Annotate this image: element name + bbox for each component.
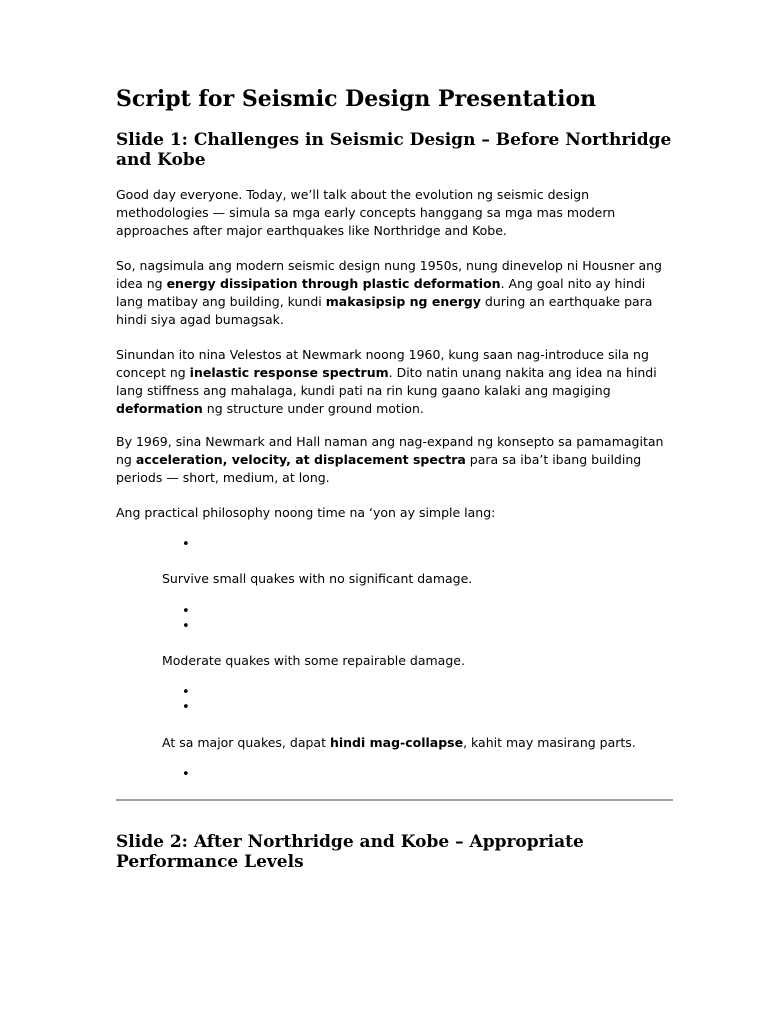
bullet-marker <box>182 540 192 550</box>
document-title: Script for Seismic Design Presentation <box>116 86 597 112</box>
newmark-emphasis: acceleration, velocity, at displacement spectra <box>135 452 466 467</box>
housner-text-3: during an earthquake para hindi siya agad bumagsak. <box>116 294 653 327</box>
list-item-small-quakes: Survive small quakes with no significant damage. <box>162 571 473 586</box>
velestos-text-1: Sinundan ito nina Velestos at Newmark noong 1960, kung saan nag-introduce sila ng concept ng <box>116 347 649 380</box>
bullet-marker <box>182 622 192 632</box>
housner-text-1: So, nagsimula ang modern seismic design nung 1950s, nung dinevelop ni Housner ang idea ng <box>116 258 662 291</box>
major-text-2: , kahit may masirang parts. <box>463 735 636 750</box>
velestos-emphasis-2: deformation <box>116 401 203 416</box>
newmark-text-2: para sa iba’t ibang building periods — short, medium, at long. <box>116 452 642 485</box>
velestos-paragraph <box>116 346 676 418</box>
velestos-text-2: . Dito natin unang nakita ang idea na hindi lang stiffness ang mahalaga, kundi pati na rin kung gaano kalaki ang magiging <box>116 365 657 398</box>
intro-paragraph: Good day everyone. Today, we’ll talk about the evolution ng seismic design methodologies — simula sa mga early concepts hanggang sa mga mas modern approaches after major earthquakes like Northridge and Kobe. <box>116 187 616 238</box>
bullet-marker <box>182 703 192 713</box>
slide-1-heading: Slide 1: Challenges in Seismic Design – Before Northridge and Kobe <box>116 130 672 170</box>
velestos-emphasis-1: inelastic response spectrum <box>189 365 389 380</box>
list-item-moderate-quakes: Moderate quakes with some repairable damage. <box>162 653 465 668</box>
bullet-marker <box>182 770 192 780</box>
newmark-paragraph <box>116 433 676 487</box>
philosophy-paragraph: Ang practical philosophy noong time na ‘yon ay simple lang: <box>116 505 496 520</box>
housner-paragraph <box>116 257 676 329</box>
housner-emphasis-2: makasipsip ng energy <box>325 294 481 309</box>
bullet-marker <box>182 688 192 698</box>
horizontal-divider <box>116 799 673 801</box>
major-emphasis: hindi mag-collapse <box>329 735 464 750</box>
housner-text-2: . Ang goal nito ay hindi lang matibay ang building, kundi <box>116 276 646 309</box>
bullet-marker <box>182 607 192 617</box>
list-item-major-quakes <box>162 734 682 752</box>
newmark-text-1: By 1969, sina Newmark and Hall naman ang nag-expand ng konsepto sa pamamagitan ng <box>116 434 664 467</box>
slide-2-heading: Slide 2: After Northridge and Kobe – Appropriate Performance Levels <box>116 832 584 872</box>
major-text-1: At sa major quakes, dapat <box>162 735 330 750</box>
housner-emphasis-1: energy dissipation through plastic deformation <box>166 276 501 291</box>
velestos-text-3: ng structure under ground motion. <box>202 401 424 416</box>
